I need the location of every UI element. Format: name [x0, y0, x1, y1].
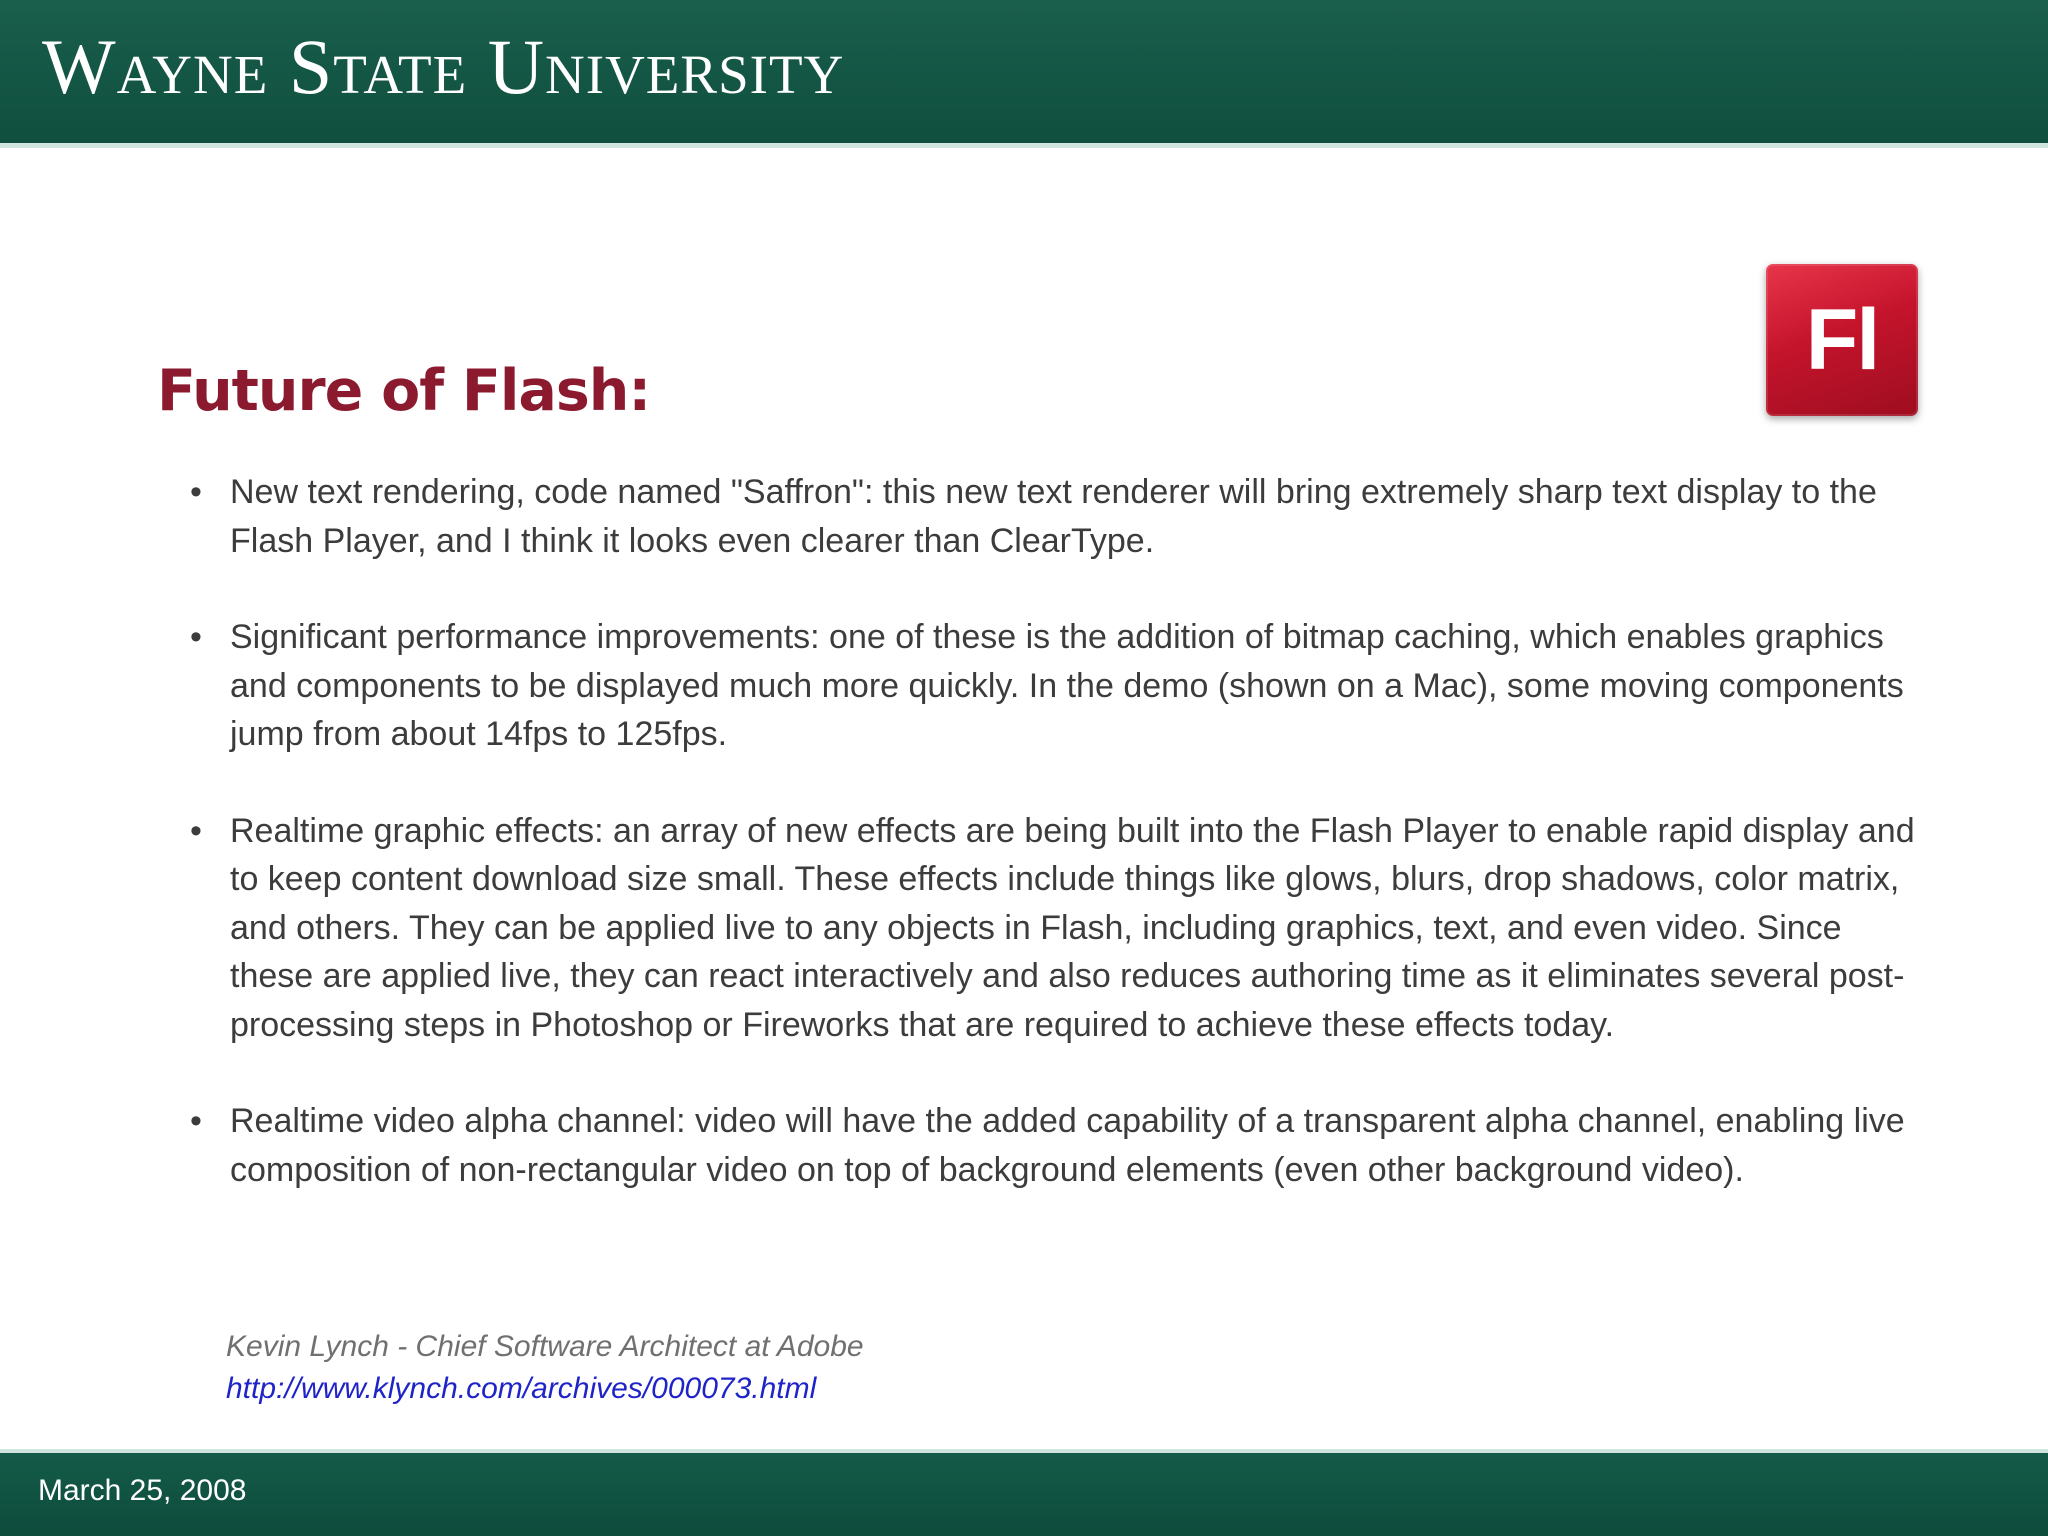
source-citation	[226, 1326, 864, 1410]
header-divider	[0, 143, 2048, 148]
adobe-flash-logo-icon: Fl	[1766, 264, 1918, 416]
slide-date: March 25, 2008	[38, 1474, 247, 1507]
footer-bar	[0, 1453, 2048, 1536]
university-wordmark: Wayne State University	[42, 23, 845, 110]
bullet-item: • Realtime graphic effects: an array of new effects are being built into the Flash Player to enable rapid display and to keep content download size small. These effects include things like glows, blurs, drop shadows, color matrix, and others. They can be applied live to any objects in Flash, including graphics, text, and even video. Since these are applied live, they can react interactively and also reduces authoring time as it eliminates several post-processing steps in Photoshop or Fireworks that are required to achieve these effects today.	[190, 807, 1930, 1050]
bullet-item: • Significant performance improvements: one of these is the addition of bitmap caching, which enables graphics and components to be displayed much more quickly. In the demo (shown on a Mac), some moving components jump from about 14fps to 125fps.	[190, 613, 1930, 759]
bullet-item: • Realtime video alpha channel: video will have the added capability of a transparent alpha channel, enabling live composition of non-rectangular video on top of background elements (even other background video).	[190, 1097, 1930, 1194]
bullet-item: • New text rendering, code named "Saffron": this new text renderer will bring extremely sharp text display to the Flash Player, and I think it looks even clearer than ClearType.	[190, 468, 1930, 565]
source-author: Kevin Lynch - Chief Software Architect at Adobe	[226, 1330, 864, 1363]
slide-title: Future of Flash:	[157, 358, 651, 424]
bullet-list	[190, 468, 1930, 1242]
source-link[interactable]: http://www.klynch.com/archives/000073.html	[226, 1372, 817, 1405]
header-bar	[0, 0, 2048, 143]
